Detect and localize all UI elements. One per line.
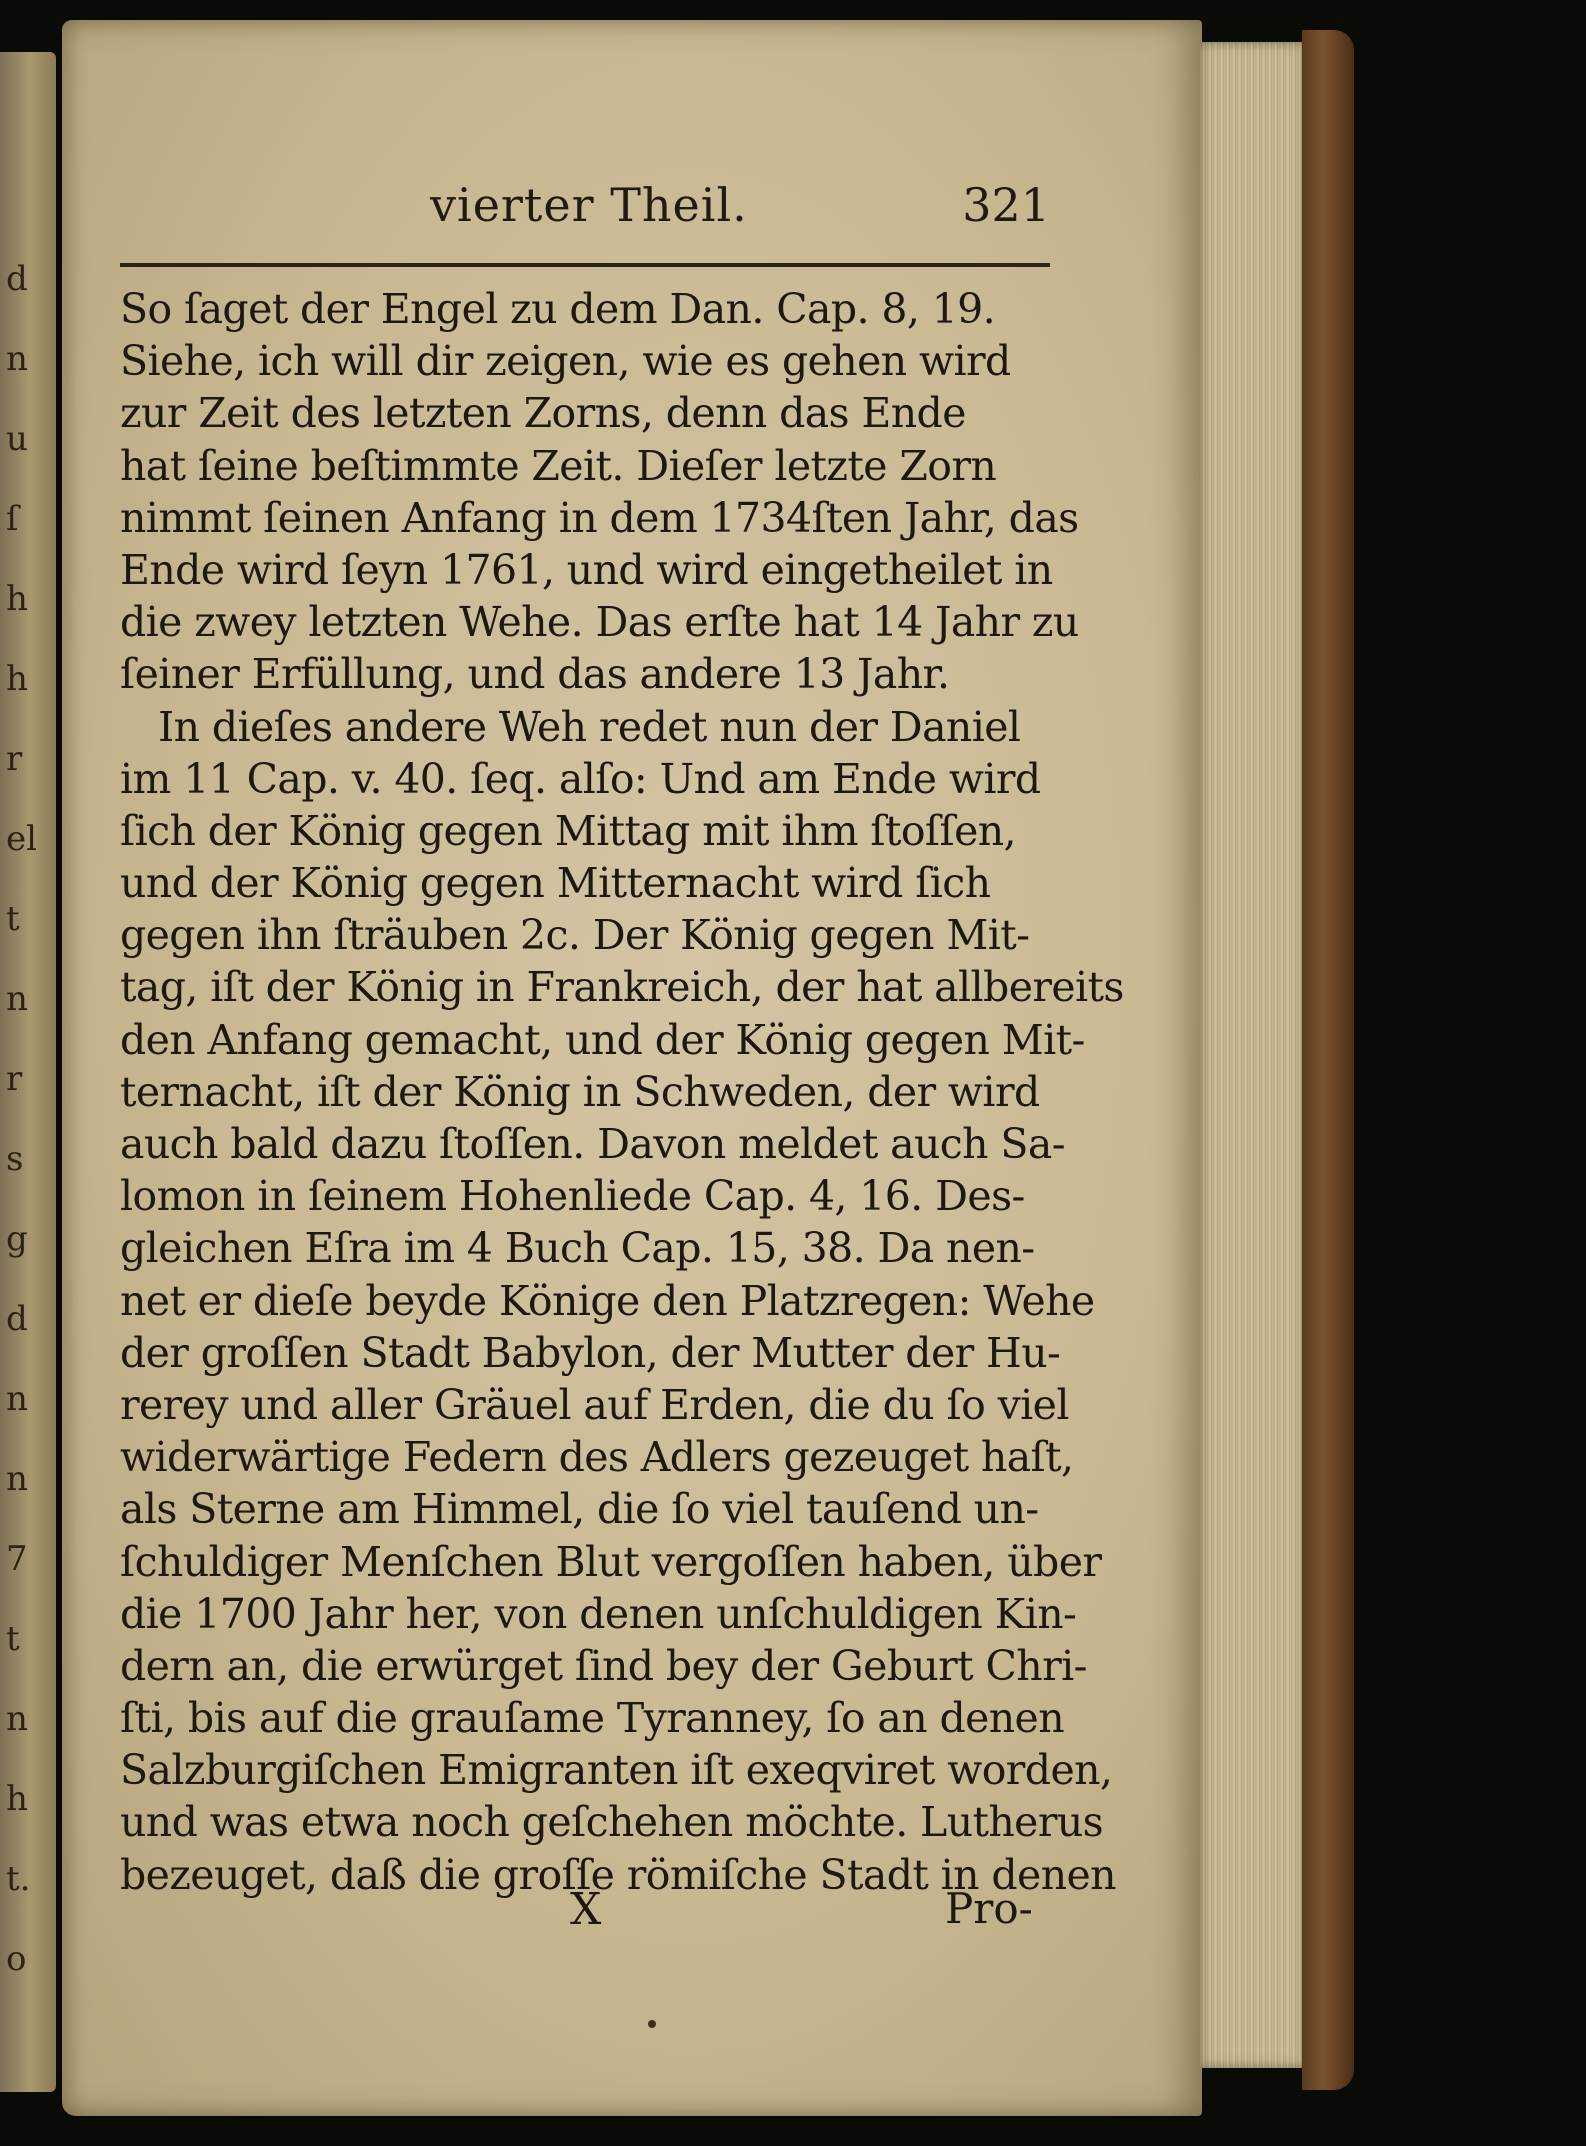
text-line: lomon in ſeinem Hohenliede Cap. 4, 16. Des- [120,1172,1025,1221]
left-page-fragment: o [6,1939,27,1979]
text-line: dern an, die erwürget ſind bey der Geburt Chri- [120,1641,1087,1690]
text-line: widerwärtige Federn des Adlers gezeuget haſt, [120,1433,1074,1482]
left-page-fragment: h [6,659,28,699]
page-number: 321 [962,178,1050,232]
text-line: und der König gegen Mitternacht wird ſich [120,859,991,908]
left-page-fragment: r [6,739,23,779]
left-page-fragment: n [6,339,28,379]
left-page-fragment: ſ [6,499,19,539]
text-line: gleichen Eſra im 4 Buch Cap. 15, 38. Da nen- [120,1224,1035,1273]
text-line: bezeuget, daß die groſſe römiſche Stadt in denen [120,1850,1116,1899]
book-cover-edge [1302,30,1354,2090]
text-line: rerey und aller Gräuel auf Erden, die du ſo viel [120,1380,1069,1429]
left-page-fragment: h [6,1779,28,1819]
left-page-edge [0,52,56,2092]
text-line: ſchuldiger Menſchen Blut vergoſſen haben, über [120,1537,1102,1586]
text-line: In dieſes andere Weh redet nun der Daniel [158,702,1021,751]
text-line: hat ſeine beſtimmte Zeit. Dieſer letzte Zorn [120,441,997,490]
signature-mark: X [570,1884,602,1935]
left-page-fragment: r [6,1059,23,1099]
page-header [120,178,1050,258]
text-line: den Anfang gemacht, und der König gegen Mit- [120,1015,1085,1064]
ink-dot [648,2020,656,2028]
left-page-fragment: d [6,259,28,299]
text-line: ſti, bis auf die grauſame Tyranney, ſo an denen [120,1694,1065,1743]
left-page-fragment: n [6,1699,28,1739]
text-line: Salzburgiſchen Emigranten iſt exeqviret worden, [120,1746,1113,1795]
left-page-fragment: u [6,419,28,459]
text-line: ſeiner Erfüllung, und das andere 13 Jahr. [120,650,950,699]
left-page-fragment: el [6,819,37,859]
text-line: gegen ihn ſträuben 2c. Der König gegen Mit- [120,911,1030,960]
body-text [120,283,1124,1901]
left-page-fragment: d [6,1299,28,1339]
page-block-edge [1200,42,1306,2068]
text-line: Ende wird ſeyn 1761, und wird eingetheilet in [120,545,1053,594]
catchword: Pro- [945,1884,1033,1933]
header-rule [120,263,1050,267]
text-line: als Sterne am Himmel, die ſo viel tauſend un- [120,1485,1039,1534]
text-line: Siehe, ich will dir zeigen, wie es gehen wird [120,337,1011,386]
text-line: die 1700 Jahr her, von denen unſchuldigen Kin- [120,1589,1077,1638]
left-page-fragment: n [6,1459,28,1499]
left-page-fragment: h [6,579,28,619]
running-title: vierter Theil. [430,178,748,232]
left-page-fragment: 7 [6,1539,28,1579]
text-line: ternacht, iſt der König in Schweden, der wird [120,1067,1040,1116]
text-line: die zwey letzten Wehe. Das erſte hat 14 Jahr zu [120,598,1079,647]
text-line: So ſaget der Engel zu dem Dan. Cap. 8, 19. [120,285,996,333]
left-page-fragment: s [6,1139,24,1179]
left-page-fragment: t. [6,1859,31,1899]
left-page-fragment: n [6,979,28,1019]
text-line: ſich der König gegen Mittag mit ihm ſtoſſen, [120,806,1016,855]
text-line: nimmt ſeinen Anfang in dem 1734ſten Jahr, das [120,493,1079,542]
text-line: tag, iſt der König in Frankreich, der hat allbereits [120,963,1124,1012]
left-page-fragment: n [6,1379,28,1419]
text-line: auch bald dazu ſtoſſen. Davon meldet auch Sa- [120,1120,1065,1168]
text-line: und was etwa noch geſchehen möchte. Lutherus [120,1798,1104,1847]
text-line: im 11 Cap. v. 40. ſeq. alſo: Und am Ende wird [120,754,1041,803]
left-page-fragment: g [6,1219,28,1259]
left-page-fragment: t [6,899,20,939]
text-line: net er dieſe beyde Könige den Platzregen: Wehe [120,1276,1095,1325]
left-page-fragment: t [6,1619,20,1659]
text-line: der groſſen Stadt Babylon, der Mutter der Hu- [120,1328,1061,1377]
text-line: zur Zeit des letzten Zorns, denn das Ende [120,389,966,438]
